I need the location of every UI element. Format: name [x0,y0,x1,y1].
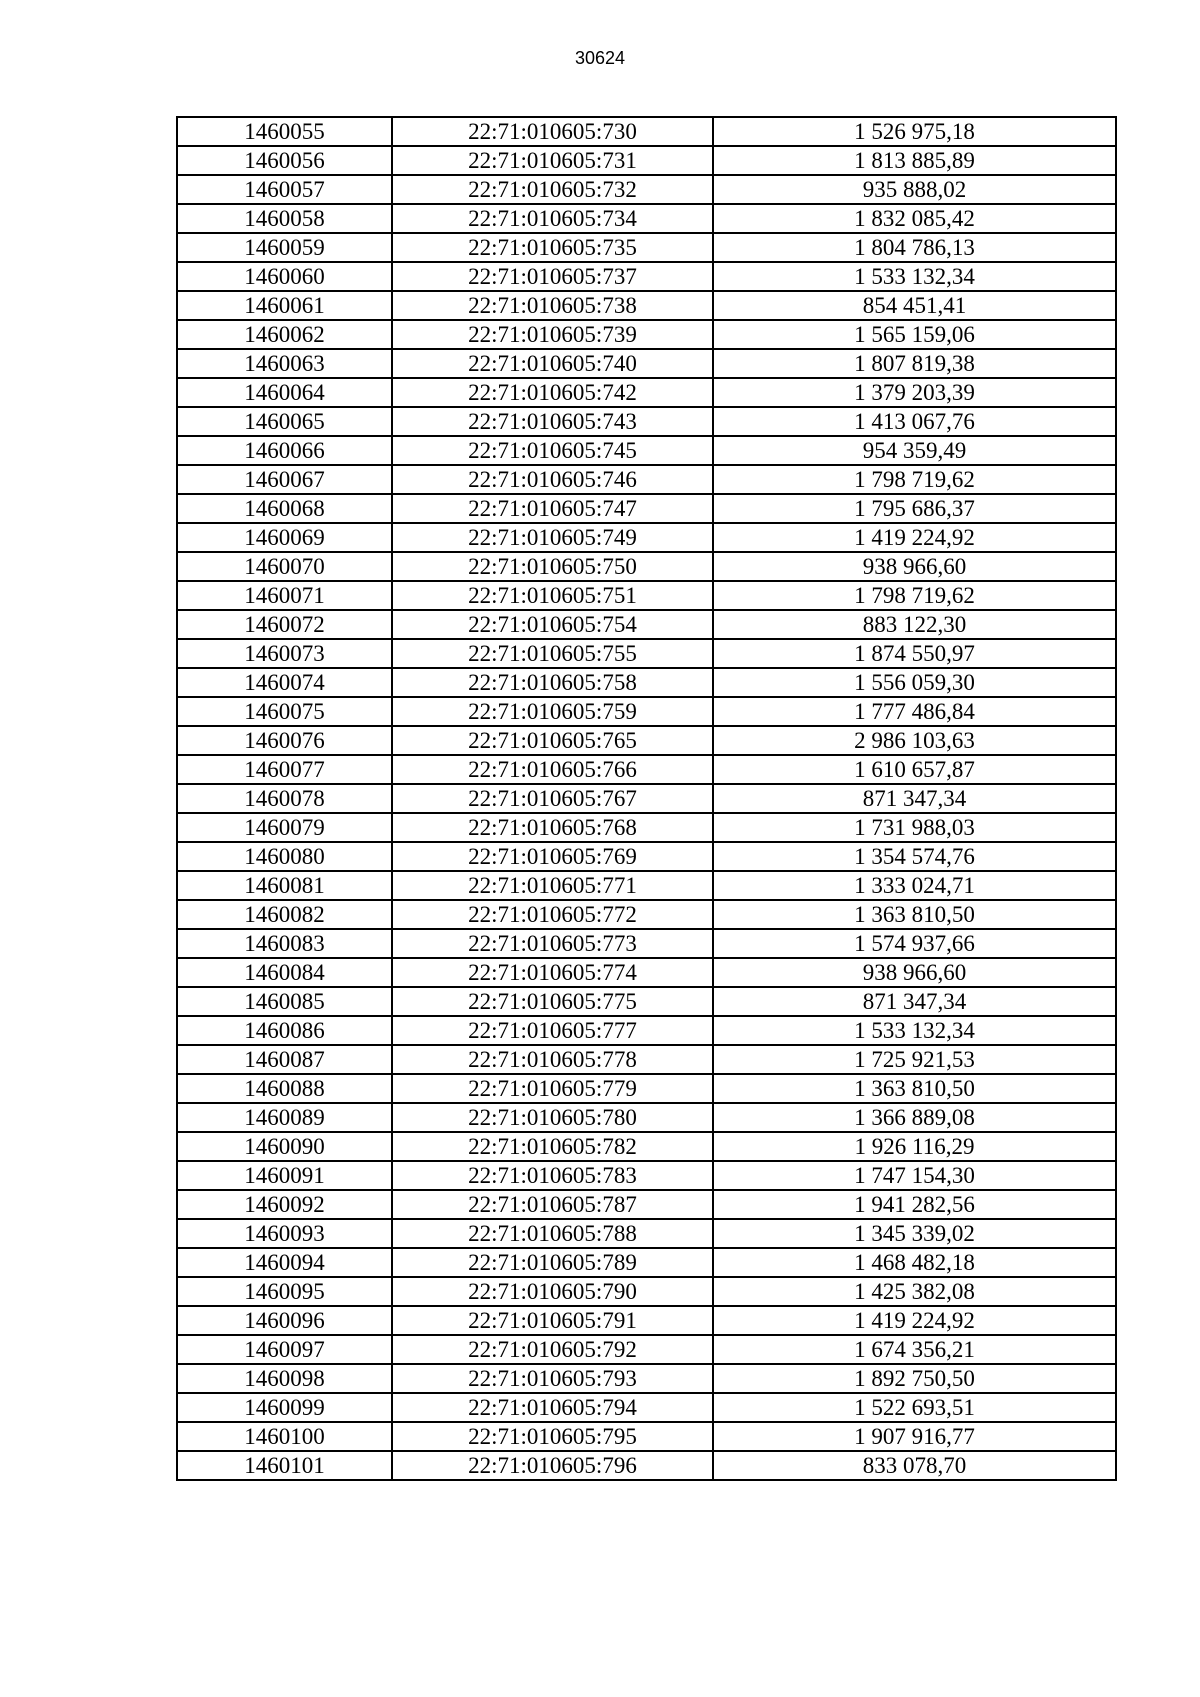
row-number-cell: 1460069 [177,523,392,552]
table-row [177,697,1116,726]
row-number-cell: 1460099 [177,1393,392,1422]
row-number-cell: 1460085 [177,987,392,1016]
row-number-cell: 1460091 [177,1161,392,1190]
page-number: 30624 [574,48,626,68]
row-number-cell: 1460082 [177,900,392,929]
table-row [177,1074,1116,1103]
cadastral-number-cell: 22:71:010605:755 [392,639,713,668]
cadastral-value-cell: 1 907 916,77 [713,1422,1116,1451]
cadastral-value-cell: 1 354 574,76 [713,842,1116,871]
cadastral-number-cell: 22:71:010605:788 [392,1219,713,1248]
cadastral-number-cell: 22:71:010605:780 [392,1103,713,1132]
cadastral-number-cell: 22:71:010605:775 [392,987,713,1016]
cadastral-value-cell: 1 798 719,62 [713,581,1116,610]
cadastral-value-cell: 833 078,70 [713,1451,1116,1480]
cadastral-number-cell: 22:71:010605:778 [392,1045,713,1074]
row-number-cell: 1460098 [177,1364,392,1393]
cadastral-number-cell: 22:71:010605:774 [392,958,713,987]
row-number-cell: 1460095 [177,1277,392,1306]
table-row [177,523,1116,552]
row-number-cell: 1460080 [177,842,392,871]
cadastral-number-cell: 22:71:010605:789 [392,1248,713,1277]
table-row [177,1161,1116,1190]
row-number-cell: 1460071 [177,581,392,610]
cadastral-number-cell: 22:71:010605:754 [392,610,713,639]
cadastral-number-cell: 22:71:010605:743 [392,407,713,436]
cadastral-number-cell: 22:71:010605:791 [392,1306,713,1335]
cadastral-number-cell: 22:71:010605:731 [392,146,713,175]
cadastral-number-cell: 22:71:010605:732 [392,175,713,204]
cadastral-value-cell: 1 556 059,30 [713,668,1116,697]
table-row [177,436,1116,465]
cadastral-value-cell: 871 347,34 [713,987,1116,1016]
cadastral-number-cell: 22:71:010605:745 [392,436,713,465]
row-number-cell: 1460100 [177,1422,392,1451]
cadastral-number-cell: 22:71:010605:792 [392,1335,713,1364]
table-row [177,378,1116,407]
table-row [177,465,1116,494]
row-number-cell: 1460070 [177,552,392,581]
cadastral-value-cell: 954 359,49 [713,436,1116,465]
row-number-cell: 1460097 [177,1335,392,1364]
table-row [177,987,1116,1016]
cadastral-value-cell: 1 333 024,71 [713,871,1116,900]
cadastral-number-cell: 22:71:010605:787 [392,1190,713,1219]
cadastral-value-cell: 938 966,60 [713,552,1116,581]
table-row [177,842,1116,871]
cadastral-value-cell: 871 347,34 [713,784,1116,813]
table-row [177,233,1116,262]
cadastral-value-table [176,116,1117,1481]
row-number-cell: 1460093 [177,1219,392,1248]
table-row [177,958,1116,987]
cadastral-number-cell: 22:71:010605:758 [392,668,713,697]
cadastral-value-cell: 1 565 159,06 [713,320,1116,349]
table-row [177,1103,1116,1132]
cadastral-number-cell: 22:71:010605:738 [392,291,713,320]
table-row [177,1132,1116,1161]
table-row [177,668,1116,697]
table-row [177,1393,1116,1422]
row-number-cell: 1460067 [177,465,392,494]
cadastral-value-cell: 1 379 203,39 [713,378,1116,407]
cadastral-value-cell: 935 888,02 [713,175,1116,204]
cadastral-value-cell: 883 122,30 [713,610,1116,639]
cadastral-value-cell: 1 725 921,53 [713,1045,1116,1074]
cadastral-number-cell: 22:71:010605:766 [392,755,713,784]
row-number-cell: 1460084 [177,958,392,987]
table-body [177,117,1116,1480]
row-number-cell: 1460101 [177,1451,392,1480]
row-number-cell: 1460077 [177,755,392,784]
table-row [177,813,1116,842]
table-row [177,1422,1116,1451]
cadastral-number-cell: 22:71:010605:795 [392,1422,713,1451]
cadastral-number-cell: 22:71:010605:750 [392,552,713,581]
cadastral-number-cell: 22:71:010605:747 [392,494,713,523]
cadastral-number-cell: 22:71:010605:734 [392,204,713,233]
row-number-cell: 1460094 [177,1248,392,1277]
cadastral-value-cell: 1 363 810,50 [713,900,1116,929]
cadastral-value-cell: 1 533 132,34 [713,1016,1116,1045]
row-number-cell: 1460068 [177,494,392,523]
cadastral-value-cell: 1 526 975,18 [713,117,1116,146]
row-number-cell: 1460058 [177,204,392,233]
cadastral-number-cell: 22:71:010605:739 [392,320,713,349]
cadastral-number-cell: 22:71:010605:793 [392,1364,713,1393]
table-row [177,929,1116,958]
table-row [177,175,1116,204]
row-number-cell: 1460072 [177,610,392,639]
row-number-cell: 1460064 [177,378,392,407]
cadastral-value-cell: 1 807 819,38 [713,349,1116,378]
table-row [177,1219,1116,1248]
cadastral-number-cell: 22:71:010605:796 [392,1451,713,1480]
row-number-cell: 1460083 [177,929,392,958]
row-number-cell: 1460090 [177,1132,392,1161]
cadastral-value-cell: 1 798 719,62 [713,465,1116,494]
row-number-cell: 1460062 [177,320,392,349]
table-row [177,204,1116,233]
cadastral-value-cell: 1 345 339,02 [713,1219,1116,1248]
cadastral-value-cell: 1 419 224,92 [713,523,1116,552]
table-row [177,871,1116,900]
cadastral-value-cell: 1 419 224,92 [713,1306,1116,1335]
cadastral-number-cell: 22:71:010605:737 [392,262,713,291]
cadastral-value-cell: 854 451,41 [713,291,1116,320]
cadastral-number-cell: 22:71:010605:779 [392,1074,713,1103]
cadastral-value-cell: 2 986 103,63 [713,726,1116,755]
row-number-cell: 1460073 [177,639,392,668]
cadastral-value-cell: 1 574 937,66 [713,929,1116,958]
cadastral-value-cell: 1 926 116,29 [713,1132,1116,1161]
table-row [177,349,1116,378]
row-number-cell: 1460057 [177,175,392,204]
table-row [177,407,1116,436]
row-number-cell: 1460075 [177,697,392,726]
cadastral-number-cell: 22:71:010605:768 [392,813,713,842]
row-number-cell: 1460063 [177,349,392,378]
table-row [177,291,1116,320]
row-number-cell: 1460092 [177,1190,392,1219]
cadastral-value-cell: 1 674 356,21 [713,1335,1116,1364]
cadastral-value-cell: 1 366 889,08 [713,1103,1116,1132]
cadastral-number-cell: 22:71:010605:749 [392,523,713,552]
cadastral-value-cell: 1 522 693,51 [713,1393,1116,1422]
row-number-cell: 1460061 [177,291,392,320]
cadastral-number-cell: 22:71:010605:790 [392,1277,713,1306]
table-row [177,320,1116,349]
cadastral-number-cell: 22:71:010605:740 [392,349,713,378]
cadastral-number-cell: 22:71:010605:765 [392,726,713,755]
cadastral-number-cell: 22:71:010605:730 [392,117,713,146]
table-row [177,146,1116,175]
row-number-cell: 1460087 [177,1045,392,1074]
table-row [177,755,1116,784]
row-number-cell: 1460059 [177,233,392,262]
row-number-cell: 1460079 [177,813,392,842]
cadastral-value-cell: 1 425 382,08 [713,1277,1116,1306]
cadastral-value-cell: 1 363 810,50 [713,1074,1116,1103]
row-number-cell: 1460086 [177,1016,392,1045]
cadastral-value-cell: 1 941 282,56 [713,1190,1116,1219]
cadastral-value-cell: 1 413 067,76 [713,407,1116,436]
cadastral-value-cell: 1 874 550,97 [713,639,1116,668]
row-number-cell: 1460088 [177,1074,392,1103]
table-row [177,1248,1116,1277]
cadastral-value-cell: 1 731 988,03 [713,813,1116,842]
cadastral-number-cell: 22:71:010605:742 [392,378,713,407]
cadastral-value-cell: 1 533 132,34 [713,262,1116,291]
row-number-cell: 1460096 [177,1306,392,1335]
cadastral-value-cell: 1 747 154,30 [713,1161,1116,1190]
table-row [177,1045,1116,1074]
cadastral-value-cell: 1 468 482,18 [713,1248,1116,1277]
row-number-cell: 1460056 [177,146,392,175]
cadastral-number-cell: 22:71:010605:777 [392,1016,713,1045]
cadastral-number-cell: 22:71:010605:751 [392,581,713,610]
cadastral-number-cell: 22:71:010605:735 [392,233,713,262]
cadastral-number-cell: 22:71:010605:746 [392,465,713,494]
table-row [177,1306,1116,1335]
cadastral-value-cell: 1 813 885,89 [713,146,1116,175]
cadastral-number-cell: 22:71:010605:783 [392,1161,713,1190]
row-number-cell: 1460055 [177,117,392,146]
cadastral-value-cell: 938 966,60 [713,958,1116,987]
table-row [177,494,1116,523]
table-row [177,552,1116,581]
table-row [177,1277,1116,1306]
cadastral-number-cell: 22:71:010605:771 [392,871,713,900]
row-number-cell: 1460065 [177,407,392,436]
cadastral-value-cell: 1 804 786,13 [713,233,1116,262]
cadastral-number-cell: 22:71:010605:767 [392,784,713,813]
table-row [177,900,1116,929]
table-row [177,610,1116,639]
cadastral-number-cell: 22:71:010605:772 [392,900,713,929]
table-row [177,726,1116,755]
cadastral-number-cell: 22:71:010605:794 [392,1393,713,1422]
row-number-cell: 1460089 [177,1103,392,1132]
table-row [177,1190,1116,1219]
table-row [177,1451,1116,1480]
table-row [177,117,1116,146]
cadastral-number-cell: 22:71:010605:773 [392,929,713,958]
table-row [177,262,1116,291]
cadastral-number-cell: 22:71:010605:759 [392,697,713,726]
row-number-cell: 1460074 [177,668,392,697]
row-number-cell: 1460076 [177,726,392,755]
table-row [177,639,1116,668]
row-number-cell: 1460066 [177,436,392,465]
cadastral-number-cell: 22:71:010605:769 [392,842,713,871]
row-number-cell: 1460078 [177,784,392,813]
table-row [177,1335,1116,1364]
table-row [177,1016,1116,1045]
row-number-cell: 1460081 [177,871,392,900]
cadastral-number-cell: 22:71:010605:782 [392,1132,713,1161]
table-row [177,784,1116,813]
row-number-cell: 1460060 [177,262,392,291]
cadastral-value-cell: 1 777 486,84 [713,697,1116,726]
cadastral-value-cell: 1 832 085,42 [713,204,1116,233]
cadastral-value-cell: 1 795 686,37 [713,494,1116,523]
cadastral-value-cell: 1 610 657,87 [713,755,1116,784]
table-row [177,581,1116,610]
cadastral-value-cell: 1 892 750,50 [713,1364,1116,1393]
table-row [177,1364,1116,1393]
